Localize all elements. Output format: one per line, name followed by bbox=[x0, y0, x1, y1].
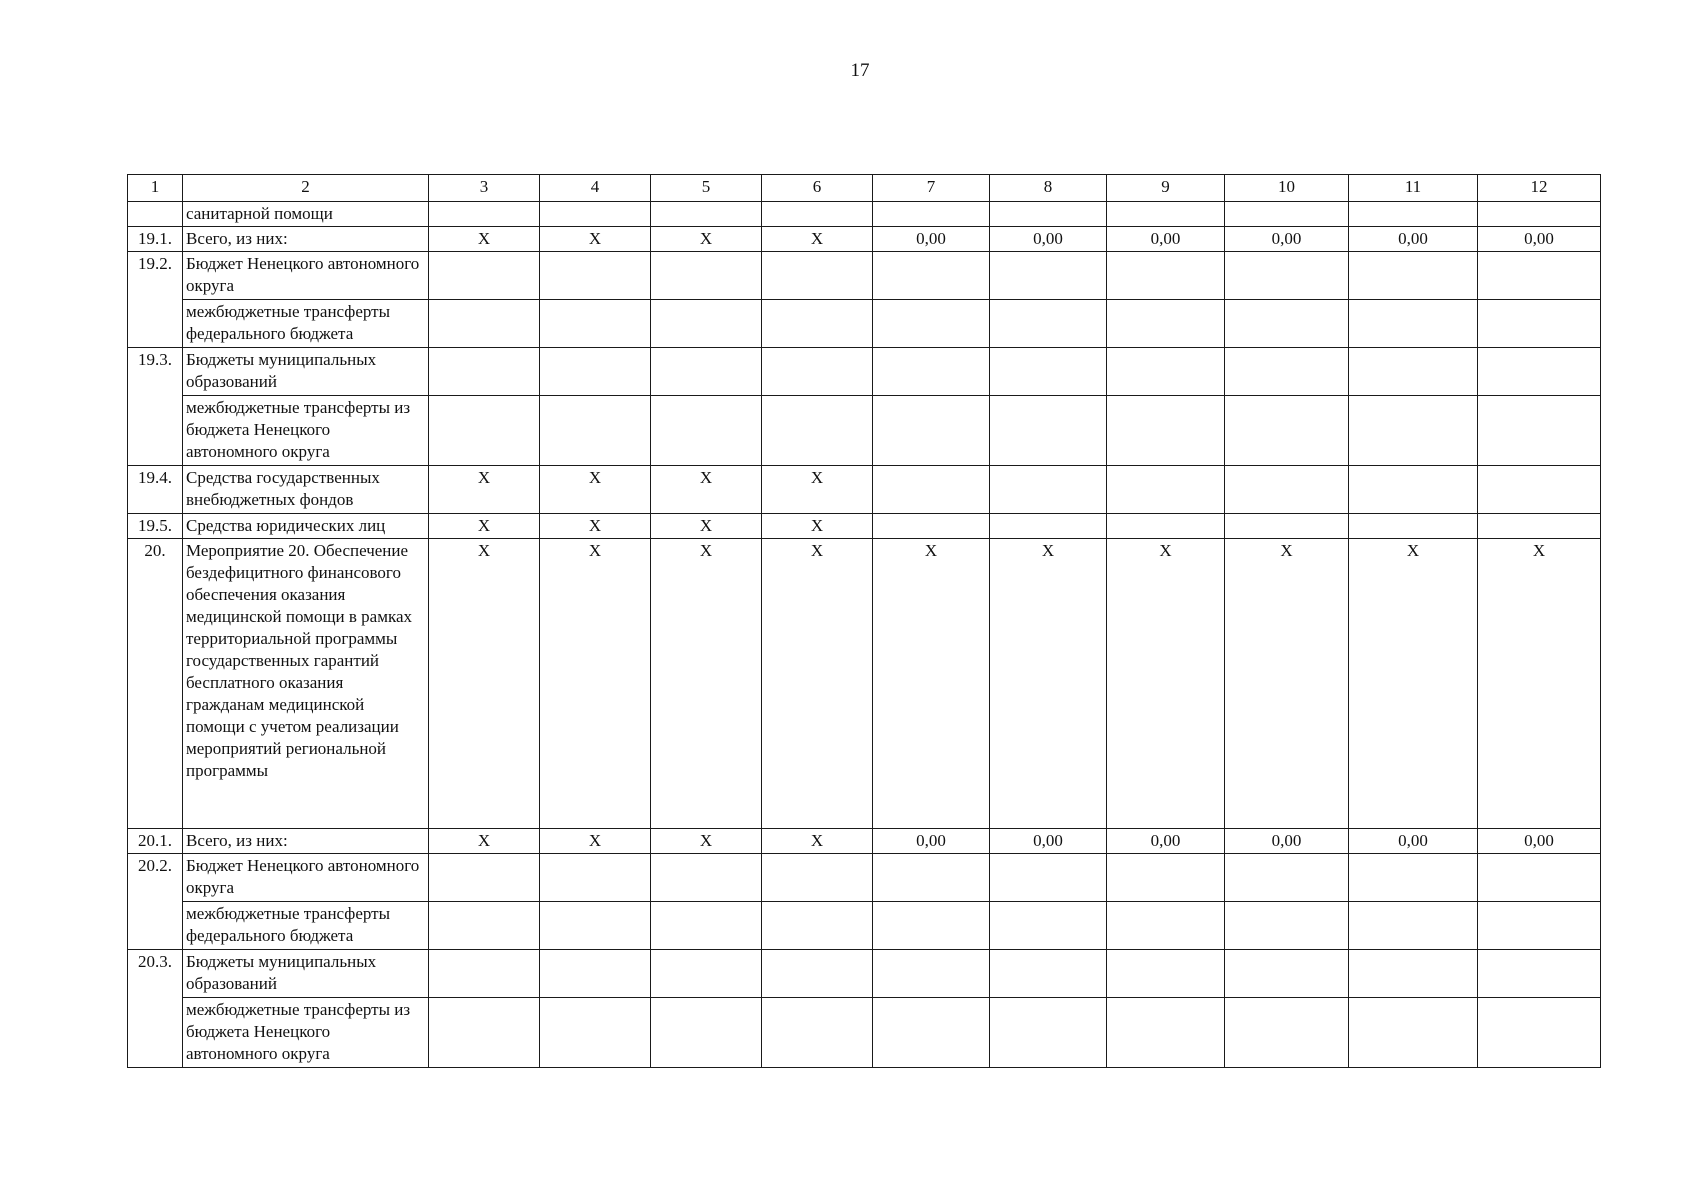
value-cell bbox=[873, 514, 990, 539]
value-cell: X bbox=[540, 829, 651, 854]
value-cell bbox=[1107, 998, 1225, 1068]
value-cell: 0,00 bbox=[1349, 227, 1478, 252]
value-cell: X bbox=[429, 514, 540, 539]
value-cell: X bbox=[540, 466, 651, 514]
value-cell bbox=[990, 902, 1107, 950]
column-header: 4 bbox=[540, 175, 651, 202]
value-cell bbox=[1107, 854, 1225, 902]
table-row bbox=[128, 998, 1601, 1068]
value-cell bbox=[651, 252, 762, 300]
table-row bbox=[128, 514, 1601, 539]
value-cell bbox=[1225, 348, 1349, 396]
value-cell: X bbox=[429, 227, 540, 252]
value-cell bbox=[1107, 950, 1225, 998]
value-cell bbox=[1478, 902, 1601, 950]
value-cell bbox=[1478, 348, 1601, 396]
value-cell: X bbox=[651, 514, 762, 539]
row-description-cell: Всего, из них: bbox=[183, 227, 429, 252]
value-cell: X bbox=[762, 514, 873, 539]
row-description-cell: санитарной помощи bbox=[183, 202, 429, 227]
value-cell: X bbox=[762, 829, 873, 854]
table-row bbox=[128, 202, 1601, 227]
value-cell bbox=[429, 998, 540, 1068]
budget-table bbox=[127, 174, 1601, 1068]
value-cell: X bbox=[651, 539, 762, 829]
value-cell bbox=[1349, 300, 1478, 348]
value-cell bbox=[1107, 300, 1225, 348]
value-cell bbox=[1478, 252, 1601, 300]
value-cell bbox=[651, 202, 762, 227]
value-cell bbox=[1349, 202, 1478, 227]
value-cell bbox=[1478, 950, 1601, 998]
value-cell bbox=[990, 950, 1107, 998]
value-cell: 0,00 bbox=[990, 227, 1107, 252]
value-cell bbox=[651, 998, 762, 1068]
value-cell bbox=[873, 854, 990, 902]
value-cell bbox=[429, 348, 540, 396]
table-row bbox=[128, 854, 1601, 902]
row-description-cell: Всего, из них: bbox=[183, 829, 429, 854]
value-cell: X bbox=[651, 829, 762, 854]
value-cell bbox=[873, 466, 990, 514]
value-cell bbox=[1349, 902, 1478, 950]
value-cell: X bbox=[429, 466, 540, 514]
value-cell bbox=[540, 348, 651, 396]
value-cell bbox=[762, 854, 873, 902]
value-cell bbox=[1478, 998, 1601, 1068]
value-cell: 0,00 bbox=[873, 829, 990, 854]
value-cell bbox=[429, 202, 540, 227]
value-cell bbox=[1478, 300, 1601, 348]
value-cell bbox=[1107, 466, 1225, 514]
row-description-cell: межбюджетные трансферты из бюджета Ненецкого автономного округа bbox=[183, 396, 429, 466]
value-cell bbox=[873, 252, 990, 300]
value-cell bbox=[990, 252, 1107, 300]
value-cell bbox=[1349, 998, 1478, 1068]
value-cell bbox=[429, 854, 540, 902]
value-cell bbox=[1107, 348, 1225, 396]
value-cell: 0,00 bbox=[1225, 227, 1349, 252]
value-cell bbox=[1478, 854, 1601, 902]
value-cell bbox=[1349, 396, 1478, 466]
value-cell bbox=[540, 950, 651, 998]
value-cell bbox=[429, 950, 540, 998]
value-cell bbox=[1107, 202, 1225, 227]
value-cell bbox=[1349, 252, 1478, 300]
value-cell bbox=[873, 348, 990, 396]
value-cell: X bbox=[429, 539, 540, 829]
row-number-cell: 19.3. bbox=[128, 348, 183, 466]
value-cell bbox=[1225, 902, 1349, 950]
row-description-cell: межбюджетные трансферты федерального бюджета bbox=[183, 300, 429, 348]
value-cell bbox=[1349, 950, 1478, 998]
column-header: 12 bbox=[1478, 175, 1601, 202]
table-row bbox=[128, 300, 1601, 348]
table-row bbox=[128, 252, 1601, 300]
row-description-cell: межбюджетные трансферты федерального бюджета bbox=[183, 902, 429, 950]
value-cell: 0,00 bbox=[1478, 829, 1601, 854]
value-cell bbox=[540, 396, 651, 466]
value-cell bbox=[1107, 252, 1225, 300]
value-cell bbox=[1225, 854, 1349, 902]
value-cell: X bbox=[429, 829, 540, 854]
table-row bbox=[128, 466, 1601, 514]
value-cell bbox=[429, 396, 540, 466]
value-cell bbox=[429, 252, 540, 300]
value-cell: 0,00 bbox=[1107, 829, 1225, 854]
value-cell: X bbox=[1478, 539, 1601, 829]
value-cell bbox=[1349, 854, 1478, 902]
row-number-cell: 19.2. bbox=[128, 252, 183, 348]
value-cell bbox=[540, 998, 651, 1068]
table-row bbox=[128, 950, 1601, 998]
value-cell bbox=[1478, 202, 1601, 227]
value-cell: 0,00 bbox=[873, 227, 990, 252]
value-cell bbox=[540, 902, 651, 950]
value-cell bbox=[762, 902, 873, 950]
row-number-cell: 20.1. bbox=[128, 829, 183, 854]
column-header: 8 bbox=[990, 175, 1107, 202]
value-cell: 0,00 bbox=[1349, 829, 1478, 854]
row-description-cell: Средства государственных внебюджетных фондов bbox=[183, 466, 429, 514]
value-cell bbox=[990, 300, 1107, 348]
value-cell bbox=[762, 998, 873, 1068]
value-cell bbox=[873, 902, 990, 950]
value-cell: X bbox=[762, 466, 873, 514]
value-cell bbox=[1225, 252, 1349, 300]
row-number-cell: 19.1. bbox=[128, 227, 183, 252]
row-number-cell: 19.4. bbox=[128, 466, 183, 514]
value-cell bbox=[1225, 514, 1349, 539]
value-cell bbox=[1107, 514, 1225, 539]
column-header: 11 bbox=[1349, 175, 1478, 202]
value-cell bbox=[540, 202, 651, 227]
page-number: 17 bbox=[850, 60, 870, 81]
value-cell bbox=[540, 252, 651, 300]
row-description-cell: Бюджеты муниципальных образований bbox=[183, 950, 429, 998]
row-description-cell: Бюджет Ненецкого автономного округа bbox=[183, 252, 429, 300]
value-cell bbox=[540, 854, 651, 902]
value-cell bbox=[651, 396, 762, 466]
value-cell bbox=[651, 300, 762, 348]
value-cell bbox=[762, 300, 873, 348]
value-cell bbox=[1225, 396, 1349, 466]
value-cell bbox=[1225, 202, 1349, 227]
value-cell: X bbox=[990, 539, 1107, 829]
value-cell bbox=[873, 202, 990, 227]
row-description-cell: Средства юридических лиц bbox=[183, 514, 429, 539]
value-cell: X bbox=[540, 227, 651, 252]
value-cell bbox=[762, 348, 873, 396]
value-cell bbox=[762, 252, 873, 300]
row-number-cell: 20.2. bbox=[128, 854, 183, 950]
value-cell: X bbox=[762, 227, 873, 252]
value-cell bbox=[990, 514, 1107, 539]
table-row bbox=[128, 396, 1601, 466]
value-cell: 0,00 bbox=[1225, 829, 1349, 854]
row-description-cell: межбюджетные трансферты из бюджета Ненецкого автономного округа bbox=[183, 998, 429, 1068]
value-cell: 0,00 bbox=[1107, 227, 1225, 252]
value-cell bbox=[1225, 950, 1349, 998]
value-cell bbox=[651, 348, 762, 396]
value-cell bbox=[873, 300, 990, 348]
value-cell bbox=[651, 854, 762, 902]
value-cell bbox=[1478, 514, 1601, 539]
value-cell bbox=[429, 902, 540, 950]
value-cell bbox=[1349, 514, 1478, 539]
value-cell bbox=[1478, 466, 1601, 514]
value-cell bbox=[1349, 348, 1478, 396]
column-header: 2 bbox=[183, 175, 429, 202]
value-cell: X bbox=[540, 514, 651, 539]
column-header: 10 bbox=[1225, 175, 1349, 202]
value-cell: X bbox=[1225, 539, 1349, 829]
value-cell: X bbox=[1107, 539, 1225, 829]
value-cell bbox=[873, 998, 990, 1068]
row-description-cell: Мероприятие 20. Обеспечение бездефицитного финансового обеспечения оказания медицинской помощи в рамках территориальной программы государственных гарантий бесплатного оказания гражданам медицинской помощи с учетом реализации мероприятий региональной программы bbox=[183, 539, 429, 829]
value-cell bbox=[873, 950, 990, 998]
row-number-cell: 20. bbox=[128, 539, 183, 829]
value-cell bbox=[651, 902, 762, 950]
value-cell: X bbox=[873, 539, 990, 829]
column-header: 6 bbox=[762, 175, 873, 202]
row-description-cell: Бюджет Ненецкого автономного округа bbox=[183, 854, 429, 902]
column-header: 5 bbox=[651, 175, 762, 202]
row-description-cell: Бюджеты муниципальных образований bbox=[183, 348, 429, 396]
value-cell bbox=[762, 396, 873, 466]
value-cell bbox=[990, 348, 1107, 396]
value-cell: X bbox=[651, 466, 762, 514]
value-cell bbox=[990, 998, 1107, 1068]
value-cell bbox=[1107, 396, 1225, 466]
value-cell bbox=[651, 950, 762, 998]
column-header: 1 bbox=[128, 175, 183, 202]
value-cell bbox=[1225, 466, 1349, 514]
column-number-header-row bbox=[128, 175, 1601, 202]
value-cell bbox=[1349, 466, 1478, 514]
value-cell bbox=[990, 854, 1107, 902]
row-number-cell: 20.3. bbox=[128, 950, 183, 1068]
value-cell bbox=[1225, 998, 1349, 1068]
row-number-cell: 19.5. bbox=[128, 514, 183, 539]
column-header: 7 bbox=[873, 175, 990, 202]
value-cell bbox=[429, 300, 540, 348]
table-row bbox=[128, 539, 1601, 829]
value-cell: X bbox=[651, 227, 762, 252]
value-cell: 0,00 bbox=[990, 829, 1107, 854]
value-cell bbox=[990, 202, 1107, 227]
value-cell bbox=[1225, 300, 1349, 348]
table-row bbox=[128, 902, 1601, 950]
row-number-cell bbox=[128, 202, 183, 227]
value-cell bbox=[873, 396, 990, 466]
column-header: 9 bbox=[1107, 175, 1225, 202]
value-cell: X bbox=[1349, 539, 1478, 829]
column-header: 3 bbox=[429, 175, 540, 202]
value-cell bbox=[990, 396, 1107, 466]
value-cell bbox=[990, 466, 1107, 514]
value-cell bbox=[762, 950, 873, 998]
table-row bbox=[128, 829, 1601, 854]
value-cell bbox=[1478, 396, 1601, 466]
table-row bbox=[128, 227, 1601, 252]
value-cell bbox=[762, 202, 873, 227]
value-cell: X bbox=[762, 539, 873, 829]
table-row bbox=[128, 348, 1601, 396]
value-cell bbox=[1107, 902, 1225, 950]
value-cell: X bbox=[540, 539, 651, 829]
value-cell: 0,00 bbox=[1478, 227, 1601, 252]
value-cell bbox=[540, 300, 651, 348]
